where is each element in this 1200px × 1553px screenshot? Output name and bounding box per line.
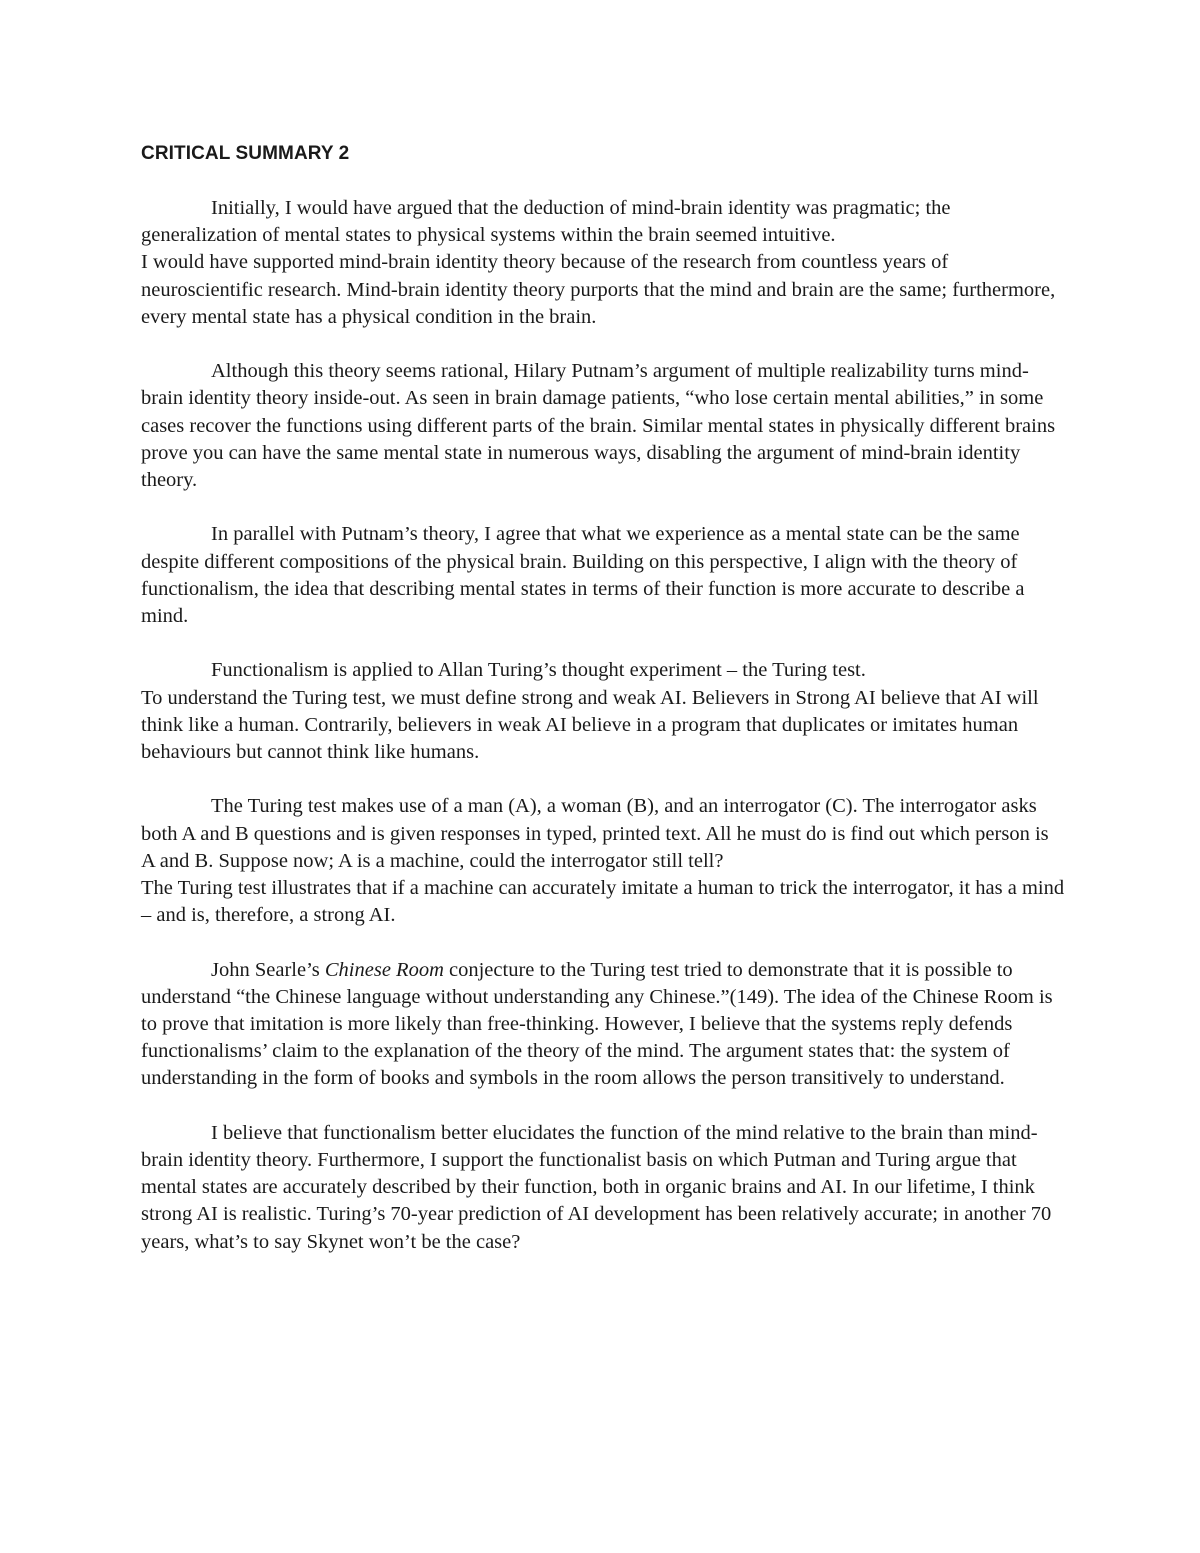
paragraph-line: Although this theory seems rational, Hilary Putnam’s argument of multiple realizability turns mind-brain identity theory inside-out. As seen in brain damage patients, “who lose certain mental abilities,” in some cases recover the functions using different parts of the brain. Similar mental states in physically different brains prove you can have the same mental state in numerous ways, disabling the argument of mind-brain identity theory.	[141, 360, 1056, 492]
paragraph-line: In parallel with Putnam’s theory, I agree that what we experience as a mental state can be the same despite different compositions of the physical brain. Building on this perspective, I align with the theory of functionalism, the idea that describing mental states in terms of their function is more accurate to describe a mind.	[141, 523, 1025, 628]
paragraph-line: To understand the Turing test, we must define strong and weak AI. Believers in Strong AI believe that AI will think like a human. Contrarily, believers in weak AI believe in a program that duplicates or imitates human behaviours but cannot think like humans.	[141, 686, 1039, 764]
paragraph-1	[141, 195, 1066, 331]
paragraph-line: I believe that functionalism better elucidates the function of the mind relative to the brain than mind-brain identity theory. Furthermore, I support the functionalist basis on which Putman and Turing argue that mental states are accurately described by their function, both in organic brains and AI. In our lifetime, I think strong AI is realistic. Turing’s 70-year prediction of AI development has been relatively accurate; in another 70 years, what’s to say Skynet won’t be the case?	[141, 1121, 1052, 1253]
paragraph-5	[141, 793, 1066, 929]
paragraph-line: The Turing test makes use of a man (A), a woman (B), and an interrogator (C). The interrogator asks both A and B questions and is given responses in typed, printed text. All he must do is find out which person is A and B. Suppose now; A is a machine, could the interrogator still tell?	[141, 795, 1049, 872]
paragraph-2	[141, 358, 1066, 494]
paragraph-line: The Turing test illustrates that if a machine can accurately imitate a human to trick the interrogator, it has a mind – and is, therefore, a strong AI.	[141, 877, 1065, 927]
paragraph-line: Functionalism is applied to Allan Turing’s thought experiment – the Turing test.	[211, 659, 866, 682]
paragraph-3	[141, 521, 1066, 630]
text-run: John Searle’s	[211, 958, 325, 981]
paragraph-4	[141, 657, 1066, 766]
paragraph-7	[141, 1120, 1066, 1256]
document-body	[141, 140, 1066, 1283]
italic-title: Chinese Room	[324, 958, 444, 981]
paragraph-line: Initially, I would have argued that the deduction of mind-brain identity was pragmatic; the generalization of mental states to physical systems within the brain seemed intuitive.	[141, 197, 951, 247]
paragraph-line: I would have supported mind-brain identity theory because of the research from countless years of neuroscientific research. Mind-brain identity theory purports that the mind and brain are the same; furthermore, every mental state has a physical condition in the brain.	[141, 251, 1056, 328]
paragraph-line	[141, 957, 1066, 1093]
text-run: conjecture to the Turing test tried to demonstrate that it is possible to understand “the Chinese language without understanding any Chinese.”(149). The idea of the Chinese Room is to prove that imitation is more likely than free-thinking. However, I believe that the systems reply defends functionalisms’ claim to the explanation of the theory of the mind. The argument states that: the system of understanding in the form of books and symbols in the room allows the person transitively to understand.	[141, 958, 1053, 1090]
paragraph-6	[141, 957, 1066, 1093]
document-title: CRITICAL SUMMARY 2	[141, 143, 350, 164]
